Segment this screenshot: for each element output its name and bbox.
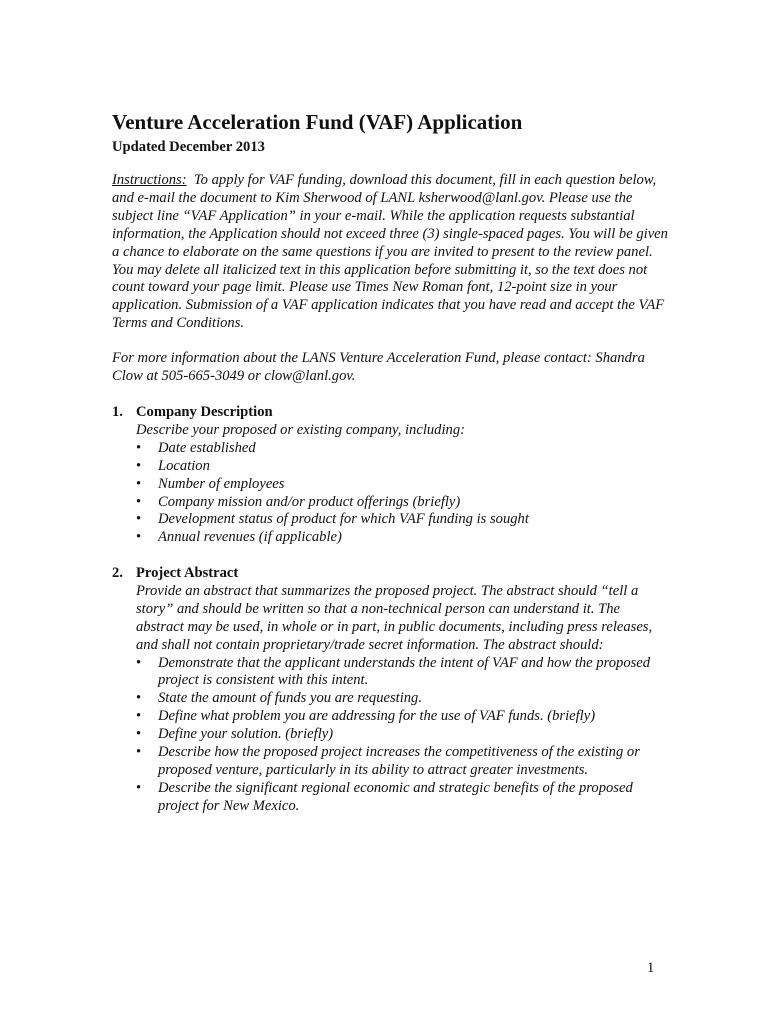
bullet-list [136,440,668,547]
list-item [136,726,668,744]
list-item-text: Demonstrate that the applicant understands the intent of VAF and how the proposed project is consistent with this intent. [158,654,651,689]
instructions-text: To apply for VAF funding, download this document, fill in each question below, and e-mail the document to Kim Sherwood of LANL ksherwood@lanl.gov. Please use the subject line “VAF Application” in your e-mail. While the application requests substantial information, the Application should not exceed three (3) single-spaced pages. You will be given a chance to elaborate on the same questions if you are invited to present to the review panel. You may delete all italicized text in this application before submitting it, so the text does not count toward your page limit. Please use Times New Roman font, 12-point size in your application. Submission of a VAF application indicates that you have read and accept the VAF Terms and Conditions. [112,172,668,332]
list-item [136,458,668,476]
bullet-icon: • [136,726,142,743]
bullet-icon: • [136,708,142,725]
list-item [136,494,668,512]
bullet-icon: • [136,779,142,796]
list-item [136,655,668,691]
list-item [136,708,668,726]
bullet-list [136,655,668,816]
instructions-label: Instructions: [112,172,187,188]
list-item [136,440,668,458]
section-intro: Provide an abstract that summarizes the proposed project. The abstract should “tell a story” and should be written so that a non-technical person can understand it. The abstract may be used, in whole or in part, in public documents, including press releases, and shall not contain proprietary/trade secret information. The abstract should: [136,582,653,653]
bullet-icon: • [136,654,142,671]
bullet-icon: • [136,511,142,528]
list-item [136,529,668,547]
list-item-text: State the amount of funds you are requesting. [158,690,423,707]
page-number: 1 [647,960,655,976]
list-item [136,511,668,529]
document-subtitle: Updated December 2013 [112,139,265,155]
section-heading [112,404,668,422]
list-item-text: Describe how the proposed project increases the competitiveness of the existing or proposed venture, particularly in its ability to attract greater investments. [158,744,640,778]
list-item [136,780,668,816]
section-heading [112,565,668,583]
bullet-icon: • [136,744,142,761]
section-number: 2. [112,565,123,581]
list-item-text: Annual revenues (if applicable) [158,529,342,546]
section-company-description [112,404,668,547]
bullet-icon: • [136,493,142,510]
bullet-icon: • [136,529,142,546]
list-item [136,690,668,708]
list-item-text: Define what problem you are addressing for the use of VAF funds. (briefly) [158,708,596,725]
instructions-paragraph [112,172,668,333]
list-item-text: Company mission and/or product offerings (briefly) [158,493,461,510]
bullet-icon: • [136,457,142,474]
bullet-icon: • [136,475,142,492]
list-item-text: Location [158,457,210,474]
document-title: Venture Acceleration Fund (VAF) Application [112,110,523,134]
bullet-icon: • [136,690,142,707]
section-project-abstract [112,565,668,816]
section-number: 1. [112,404,123,420]
list-item-text: Date established [158,439,256,456]
section-title: Project Abstract [136,565,239,581]
section-title: Company Description [136,404,273,420]
contact-paragraph: For more information about the LANS Venture Acceleration Fund, please contact: Shandra Clow at 505-665-3049 or clow@lanl.gov. [112,350,645,384]
list-item [136,744,668,780]
list-item-text: Development status of product for which VAF funding is sought [158,511,529,528]
list-item [136,476,668,494]
section-intro: Describe your proposed or existing company, including: [136,421,465,438]
bullet-icon: • [136,439,142,456]
list-item-text: Define your solution. (briefly) [158,726,334,743]
list-item-text: Number of employees [158,475,285,492]
list-item-text: Describe the significant regional economic and strategic benefits of the proposed project for New Mexico. [158,779,633,814]
